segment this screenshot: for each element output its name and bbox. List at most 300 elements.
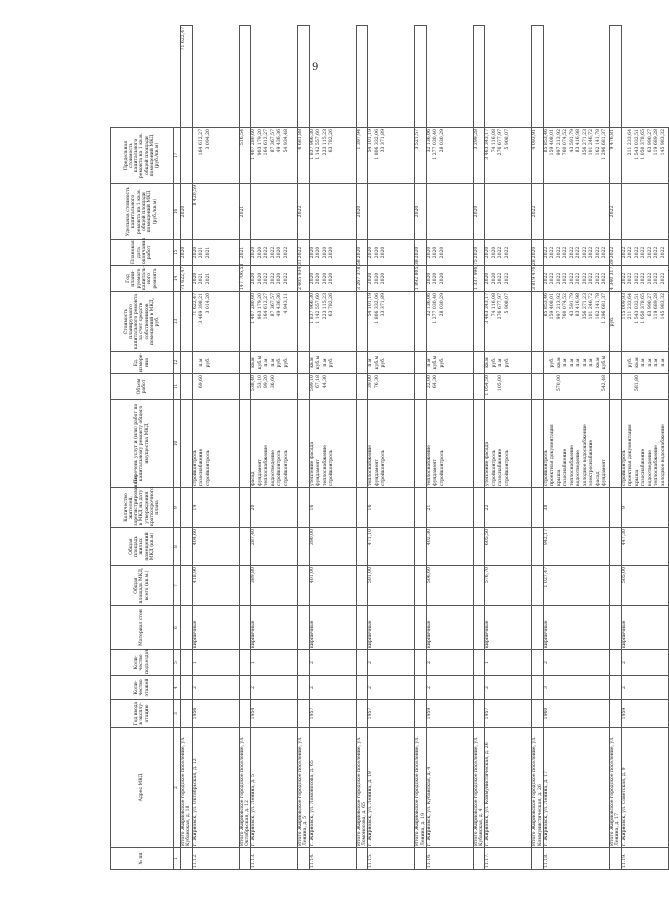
- floors: 2: [251, 676, 298, 700]
- empty-cell: [415, 650, 427, 676]
- year-item: 2020: [381, 272, 387, 285]
- limit-item: 211 233,64: [628, 129, 633, 156]
- total-label: Итого Жирновское городское поселение, ул. Ломоносова, д. 65: [356, 728, 368, 848]
- end-date-item: 2022: [589, 246, 595, 259]
- empty-cell: [473, 400, 485, 488]
- limit-item: 1 296 681,37: [602, 129, 608, 160]
- row-number-cell: [356, 848, 368, 870]
- work-item: стройконтроль: [504, 449, 510, 486]
- cost-item: 4 943,11: [283, 293, 289, 314]
- empty-cell: [532, 566, 544, 606]
- empty-cell: [415, 676, 427, 700]
- end-date-item-list: [251, 240, 298, 266]
- total-year: 2021: [239, 240, 251, 266]
- year-built: 1957: [309, 700, 356, 728]
- empty-cell: [532, 374, 544, 400]
- specific-cost: [368, 184, 415, 240]
- address: г. Жирновск, ул. Ломоносова, д. 65: [309, 728, 356, 848]
- address: г. Жирновск, ул. Октябрьская, д. 12: [192, 728, 239, 848]
- limit-item: 760 074,52: [563, 129, 569, 156]
- specific-cost: [181, 128, 193, 184]
- year-item-list: [621, 266, 668, 292]
- work-item: стройконтроль: [329, 449, 335, 486]
- year-item: 2020: [322, 272, 328, 285]
- volume-item: 1 054,50: [485, 375, 491, 396]
- unit-item: руб.: [205, 357, 211, 368]
- empty-cell: [609, 566, 621, 606]
- unit-item: п.м: [569, 358, 575, 367]
- end-date-item: 2022: [563, 246, 569, 259]
- volume-item: [206, 375, 213, 398]
- end-date-item-list: [309, 240, 356, 266]
- specific-cost: 3 299,28: [473, 128, 485, 184]
- page-number: 9: [312, 62, 319, 73]
- floors: 2: [368, 676, 415, 700]
- cost-item: 1 277 030,40: [433, 293, 439, 324]
- row-number: 11.15.: [368, 848, 415, 870]
- building-row: [192, 26, 239, 870]
- year-item: 2022: [595, 272, 601, 285]
- building-row: [485, 26, 532, 870]
- floors: 2: [192, 676, 239, 700]
- empty-cell: [473, 488, 485, 528]
- end-date-item: 2020: [192, 246, 198, 259]
- end-date-item: 2022: [264, 246, 270, 259]
- total-end-date: 2021: [239, 184, 251, 240]
- column-number: 9: [174, 488, 181, 528]
- empty-cell: [415, 352, 427, 374]
- cost-item: 1 050 378,65: [641, 293, 646, 324]
- address: г. Жирновск, ул. Кубанская, д. 4: [426, 728, 473, 848]
- wall-material: кирпичные: [251, 606, 298, 650]
- work-item: стройконтроль: [439, 449, 445, 486]
- empty-cell: [415, 566, 427, 606]
- empty-cell: [532, 488, 544, 528]
- limit-item: 997 213,92: [556, 129, 562, 156]
- cost-item-list: [543, 292, 609, 352]
- end-date-item: 2020: [316, 246, 322, 259]
- cost-item-list: [368, 292, 415, 352]
- total-label: Итого Жирновское городское поселение, ул. Ленина, д. 5: [298, 728, 310, 848]
- column-header: Материал стен: [111, 606, 174, 650]
- living-area: 471,10: [368, 528, 415, 566]
- column-number: 7: [174, 566, 181, 606]
- end-date-item: 2022: [654, 246, 659, 259]
- total-cost: 71 622,47: [181, 266, 193, 292]
- specific-cost: 1 397,94: [356, 128, 368, 184]
- end-date-item: 2020: [277, 246, 283, 259]
- specific-cost: [309, 184, 356, 240]
- year-item: 2022: [550, 272, 556, 285]
- end-date-item: 2022: [647, 246, 653, 259]
- volume-item: 76,30: [374, 375, 380, 389]
- unit-item: руб.: [628, 357, 633, 368]
- unit-cell: [532, 292, 544, 352]
- residents: 21: [426, 488, 473, 528]
- limit-item: 1 806 332,06: [374, 129, 380, 160]
- building-row: [426, 26, 473, 870]
- empty-cell: [298, 606, 310, 650]
- limit-cost: [356, 26, 368, 128]
- cost-item: 28 030,29: [439, 293, 445, 317]
- work-item-list: [251, 400, 298, 488]
- end-date-item: 2020: [368, 246, 374, 259]
- work-item: фундамент: [257, 459, 263, 486]
- total-end-date: 2022: [609, 184, 621, 240]
- empty-cell: [473, 676, 485, 700]
- empty-cell: [473, 650, 485, 676]
- table-body: [181, 26, 669, 870]
- total-row: [415, 26, 427, 870]
- specific-cost: [251, 184, 298, 240]
- year-built: 1957: [485, 700, 532, 728]
- total-end-date: 2020: [473, 184, 485, 240]
- unit-cell: [298, 292, 310, 352]
- address: г. Жирновск, ул. Коммунистическая, д. 26: [485, 728, 532, 848]
- unit-item: п.м: [582, 358, 588, 367]
- floors: 2: [426, 676, 473, 700]
- work-item-list: [309, 400, 356, 488]
- volume-item: 67,18: [316, 375, 322, 389]
- year-item: 2020: [491, 272, 497, 285]
- limit-item: 74 116,08: [491, 129, 497, 153]
- cost-item: 356 271,23: [582, 293, 588, 320]
- living-area: 402,30: [426, 528, 473, 566]
- specific-cost: 8 420,59: [192, 184, 239, 240]
- limit-cost: [609, 26, 621, 128]
- work-item: холодное водоснабжение: [660, 424, 666, 486]
- column-header: Год ввода в эксплу-атацию: [111, 700, 174, 728]
- empty-cell: [532, 606, 544, 650]
- empty-cell: [181, 528, 193, 566]
- limit-item: 119 689,28: [654, 129, 659, 156]
- work-item: водоотведение: [647, 450, 653, 486]
- year-item-list: [192, 266, 239, 292]
- specific-cost: 3 521,57: [415, 128, 427, 184]
- living-area: 605,50: [485, 528, 532, 566]
- unit-item-list: [251, 352, 298, 374]
- row-number: 11.17.: [485, 848, 532, 870]
- work-item-list: [426, 400, 473, 488]
- entrances: 1: [485, 650, 532, 676]
- end-date-item: 2020: [433, 246, 439, 259]
- work-item-list: [543, 400, 609, 488]
- year-item: 2022: [264, 272, 270, 285]
- limit-item: 63 990,27: [647, 129, 653, 153]
- volume-item: [440, 375, 447, 398]
- year-item: 2022: [660, 272, 666, 285]
- empty-cell: [473, 352, 485, 374]
- limit-item: 3 463 343,17: [485, 129, 491, 160]
- cost-item: 115 009,93: [621, 293, 627, 320]
- limit-item: 33 371,89: [381, 129, 387, 153]
- end-date-item: 2022: [628, 246, 633, 259]
- column-header: Плановая дата окончания работ: [111, 240, 174, 266]
- end-date-item: 2020: [485, 246, 491, 259]
- empty-cell: [356, 374, 368, 400]
- unit-item: руб.: [504, 357, 510, 368]
- unit-item-list: [485, 352, 532, 374]
- column-header: Коли-чество этажей: [111, 676, 174, 700]
- year-item: 2020: [257, 272, 263, 285]
- empty-cell: [356, 606, 368, 650]
- work-item: проектная документация: [550, 424, 556, 486]
- year-item: 2020: [368, 272, 374, 285]
- empty-cell: [473, 374, 485, 400]
- cost-item: 164 612,27: [264, 293, 270, 320]
- total-year: 2022: [298, 240, 310, 266]
- total-area: 506,60: [426, 566, 473, 606]
- column-number: 4: [174, 676, 181, 700]
- year-item: 2022: [628, 272, 633, 285]
- total-label: Итого Жирновское городское поселение, ул. Кубанская, д. 18: [181, 728, 193, 848]
- unit-cell: [239, 292, 251, 352]
- building-row: [251, 26, 298, 870]
- volume-item: 542,48: [602, 375, 608, 392]
- unit-item: руб.: [439, 357, 445, 368]
- unit-item: куб.м: [374, 355, 380, 370]
- empty-cell: [298, 566, 310, 606]
- total-label: Итого Жирновское городское поселение, ул. Октябрьская, д. 12: [239, 728, 251, 848]
- residents: 9: [621, 488, 668, 528]
- column-number: 10: [174, 400, 181, 488]
- limit-cost: [415, 26, 427, 128]
- work-item: проектная документация: [628, 424, 633, 486]
- specific-cost: [485, 184, 532, 240]
- year-item-list: [309, 266, 356, 292]
- year-item: 2022: [576, 272, 582, 285]
- empty-cell: [532, 650, 544, 676]
- empty-cell: [356, 400, 368, 488]
- year-item: 2020: [485, 272, 491, 285]
- work-item-list: [621, 400, 668, 488]
- work-item: стройконтроль: [491, 449, 497, 486]
- living-area: 390,00: [309, 528, 356, 566]
- work-item: стройконтроль: [381, 449, 387, 486]
- empty-cell: [532, 528, 544, 566]
- total-year: 2020: [181, 240, 193, 266]
- unit-item: п.м: [270, 358, 276, 367]
- row-number-cell: [473, 848, 485, 870]
- limit-item: 1 142 557,60: [316, 129, 322, 160]
- row-number: 11.18.: [543, 848, 609, 870]
- empty-cell: [609, 676, 621, 700]
- year-item: 2022: [647, 272, 653, 285]
- work-item: фундамент: [316, 459, 322, 486]
- wall-material: кирпичные: [368, 606, 415, 650]
- building-row: [309, 26, 356, 870]
- unit-item: руб.: [283, 357, 289, 368]
- limit-item: 276 677,97: [498, 129, 504, 156]
- total-end-date: 2020: [181, 184, 193, 240]
- limit-item: 63 782,26: [329, 129, 335, 153]
- column-number: 3: [174, 700, 181, 728]
- end-date-item: 2022: [634, 246, 640, 259]
- unit-item: кв.м: [556, 357, 562, 368]
- unit-item: кв.м: [595, 357, 601, 368]
- work-item: водоотведение: [576, 450, 582, 486]
- unit-item: куб.м: [316, 355, 322, 370]
- total-year: 2020: [356, 240, 368, 266]
- work-item: стройконтроль: [205, 449, 211, 486]
- limit-item: 28 030,29: [439, 129, 445, 153]
- end-date-item: 2020: [381, 246, 387, 259]
- limit-item: 223 115,23: [322, 129, 328, 156]
- limit-cost-list: [543, 128, 609, 184]
- empty-cell: [181, 352, 193, 374]
- empty-cell: [239, 374, 251, 400]
- limit-item: 1 277 030,40: [433, 129, 439, 160]
- empty-cell: [298, 528, 310, 566]
- year-item: 2020: [309, 272, 315, 285]
- limit-item: 32 136,06: [426, 129, 432, 153]
- empty-cell: [181, 488, 193, 528]
- volume-item: [284, 375, 291, 398]
- column-number: 16: [174, 184, 181, 240]
- total-end-date: 2020: [415, 184, 427, 240]
- empty-cell: [356, 676, 368, 700]
- volume-item-list: [543, 374, 609, 400]
- limit-cost-list: [426, 128, 473, 184]
- limit-cost: [532, 26, 544, 128]
- row-number-cell: [415, 848, 427, 870]
- work-item: стройконтроль: [283, 449, 289, 486]
- total-row: [532, 26, 544, 870]
- empty-cell: [298, 676, 310, 700]
- cost-item: 159 408,01: [550, 293, 556, 320]
- total-cost: 3 819 470,28: [532, 266, 544, 292]
- year-item: 2022: [504, 272, 510, 285]
- volume-item: 39,00: [368, 375, 374, 389]
- work-item: стройконтроль: [621, 449, 627, 486]
- total-cost: 147 706,53: [239, 266, 251, 292]
- total-row: [298, 26, 310, 870]
- cost-item: 63 990,27: [647, 293, 653, 317]
- cost-item: 1 543 032,51: [634, 293, 640, 324]
- column-number: 17: [174, 128, 181, 184]
- cost-item: 33 371,89: [381, 293, 387, 317]
- entrances: 1: [192, 650, 239, 676]
- column-number: 13: [174, 292, 181, 352]
- end-date-item: 2022: [283, 246, 289, 259]
- year-item: 2022: [543, 272, 549, 285]
- empty-cell: [181, 700, 193, 728]
- year-item: 2022: [641, 272, 646, 285]
- work-item: теплоснабжение: [368, 445, 374, 486]
- empty-cell: [609, 352, 621, 374]
- unit-item-list: [621, 352, 668, 374]
- end-date-item: 2020: [426, 246, 432, 259]
- empty-cell: [298, 400, 310, 488]
- work-item: утепление фасада: [309, 441, 315, 486]
- specific-cost: 9 476,81: [609, 128, 621, 184]
- empty-cell: [473, 700, 485, 728]
- empty-cell: [356, 650, 368, 676]
- building-row: [368, 26, 415, 870]
- end-date-item: 2021: [205, 246, 211, 259]
- year-built: 1957: [368, 700, 415, 728]
- volume-item: 581,80: [634, 375, 640, 392]
- empty-cell: [181, 566, 193, 606]
- total-cost: 3 267 378,58: [356, 266, 368, 292]
- cost-item: 32 136,06: [426, 293, 432, 317]
- floors: 2: [621, 676, 668, 700]
- work-item: теплоснабжение: [569, 445, 575, 486]
- year-item: 2020: [316, 272, 322, 285]
- year-item: 2022: [654, 272, 659, 285]
- limit-item: 162 141,78: [595, 129, 601, 156]
- cost-item: 49 436,36: [277, 293, 283, 317]
- year-built: 1959: [621, 700, 668, 728]
- volume-item-list: [368, 374, 415, 400]
- entrances: 2: [426, 650, 473, 676]
- end-date-item: 2020: [374, 246, 380, 259]
- volume-item: [329, 375, 336, 398]
- residents: 38: [543, 488, 609, 528]
- year-item: 2020: [277, 272, 283, 285]
- total-area: 401,00: [309, 566, 356, 606]
- limit-item: 43 591,79: [569, 129, 575, 153]
- volume-item-list: [426, 374, 473, 400]
- year-item: 2020: [439, 272, 445, 285]
- limit-cost: [239, 26, 251, 128]
- work-item-list: [192, 400, 239, 488]
- limit-cost: 71 622,47: [181, 26, 193, 128]
- year-item: 2021: [199, 272, 205, 285]
- total-row: [473, 26, 485, 870]
- empty-cell: [239, 700, 251, 728]
- end-date-item: 2022: [582, 246, 588, 259]
- address: г. Жирновск, ул. Советская, д. 9: [621, 728, 668, 848]
- floors: 2: [309, 676, 356, 700]
- limit-cost-list: [309, 128, 356, 184]
- specific-cost: [543, 184, 609, 240]
- unit-item: п.м: [641, 358, 646, 367]
- year-item: 2022: [582, 272, 588, 285]
- empty-cell: [181, 676, 193, 700]
- volume-item: 64,30: [433, 375, 439, 389]
- work-item: фундамент: [602, 459, 608, 486]
- total-end-date: 2022: [298, 184, 310, 240]
- column-numbers-row: [174, 26, 181, 870]
- limit-item: 54 934,48: [283, 129, 289, 153]
- wall-material: кирпичные: [309, 606, 356, 650]
- volume-item: [381, 375, 388, 398]
- living-area: 404,60: [192, 528, 239, 566]
- cost-item: 85 853,46: [543, 293, 549, 317]
- cost-item: 3 014,20: [205, 293, 211, 314]
- repair-plan-table: [110, 25, 669, 870]
- empty-cell: [239, 488, 251, 528]
- entrances: 1: [251, 650, 298, 676]
- unit-item-list: [309, 352, 356, 374]
- volume-item: 69,60: [199, 375, 205, 389]
- column-header: Перечень услуг и (или) работ по капитальному ремонту общего имущества МКД: [111, 400, 174, 488]
- total-year: 2020: [415, 240, 427, 266]
- year-item-list: [543, 266, 609, 292]
- total-area: 1 027,47: [543, 566, 609, 606]
- cost-item: 145 983,32: [660, 293, 666, 320]
- address: г. Жирновск, ул. Ленина, д. 5: [251, 728, 298, 848]
- unit-item: п.м: [589, 358, 595, 367]
- year-item: 2022: [556, 272, 562, 285]
- unit-cell: [181, 292, 193, 352]
- column-header: Объем работ: [111, 374, 174, 400]
- empty-cell: [298, 700, 310, 728]
- work-item-list: [368, 400, 415, 488]
- total-year: 2020: [473, 240, 485, 266]
- end-date-item: 2022: [556, 246, 562, 259]
